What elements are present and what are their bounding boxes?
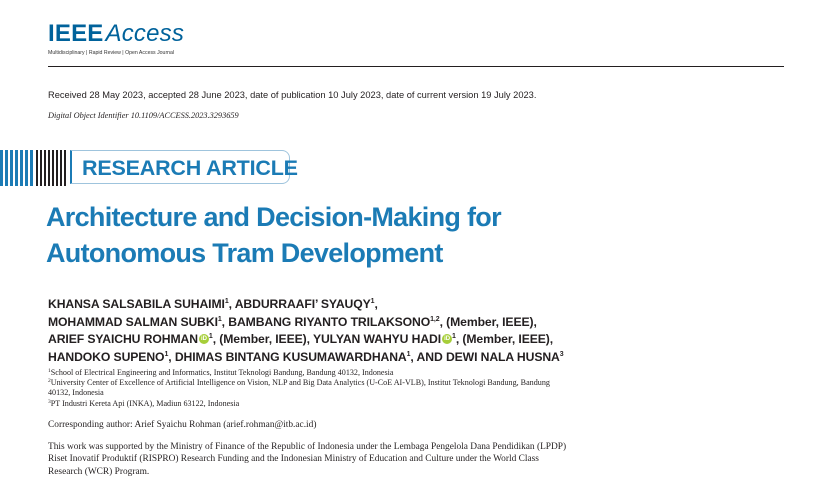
affiliation-text: PT Industri Kereta Api (INKA), Madiun 63122, Indonesia <box>50 398 240 408</box>
author-affiliation-mark: 1,2 <box>430 315 440 323</box>
author-name: YULYAN WAHYU HADI <box>312 332 442 347</box>
corresponding-author: Corresponding author: Arief Syaichu Rohman (arief.rohman@itb.ac.id) <box>48 420 317 430</box>
author-name: DEWI NALA HUSNA <box>445 349 560 364</box>
author-name: KHANSA SALSABILA SUHAIMI <box>48 297 225 311</box>
publication-dates: Received 28 May 2023, accepted 28 June 2023, date of publication 10 July 2023, date of current version 19 July 2023. <box>48 90 537 100</box>
banner-label: RESEARCH ARTICLE <box>82 156 298 180</box>
author-affiliation-mark: 1 <box>224 298 229 305</box>
orcid-icon[interactable]: iD <box>199 334 209 344</box>
title-line-1: Architecture and Decision-Making for <box>46 202 501 232</box>
author-line-1 <box>48 296 688 314</box>
author-affiliation-mark: 1 <box>208 333 213 341</box>
logo-ieee-text: IEEE <box>48 20 104 47</box>
author-name: ARIEF SYAICHU ROHMAN <box>48 332 198 347</box>
author-affiliation-mark: 3 <box>559 350 564 358</box>
funding-statement <box>48 441 688 478</box>
funding-line-3: Research (WCR) Program. <box>48 466 150 477</box>
author-affiliation-mark: 1 <box>164 350 169 358</box>
author-affiliation-mark: 1 <box>370 298 375 305</box>
affiliation-text: University Center of Excellence of Artificial Intelligence on Vision, NLP and Big Data Analytics (U-CoE AI-VLB), Institut Teknologi Bandung, Bandung <box>50 378 550 388</box>
author-line-2 <box>48 314 688 332</box>
paper-title <box>46 199 501 271</box>
logo-tagline: Multidisciplinary | Rapid Review | Open Access Journal <box>48 50 175 56</box>
affiliation-1 <box>48 368 668 378</box>
affiliation-number: 2 <box>48 378 51 385</box>
author-name: DHIMAS BINTANG KUSUMAWARDHANA <box>174 349 407 364</box>
author-name: BAMBANG RIYANTO TRILAKSONO <box>228 314 431 329</box>
author-affiliation-mark: 1 <box>406 350 411 358</box>
affiliation-3 <box>48 399 668 409</box>
author-line-3 <box>48 331 688 349</box>
author-affiliation-mark: 1 <box>217 315 222 323</box>
funding-line-2: Riset Inovatif Produktif (RISPRO) Research Funding and the Indonesian Ministry of Education and Culture under the World Class <box>48 454 539 465</box>
logo-access-text: Access <box>105 20 185 47</box>
author-separator: , <box>168 349 175 364</box>
author-membership: , (Member, IEEE), <box>455 332 554 347</box>
author-separator: , AND <box>410 349 446 364</box>
title-line-2: Autonomous Tram Development <box>46 238 443 268</box>
research-article-banner <box>0 150 298 186</box>
author-membership: , (Member, IEEE), <box>439 314 537 329</box>
affiliation-2-continued: 40132, Indonesia <box>48 388 104 398</box>
funding-line-1: This work was supported by the Ministry of Finance of the Republic of Indonesia under the Lembaga Pengelola Dana Pendidikan (LPDP) <box>48 442 567 452</box>
header-divider <box>48 66 784 67</box>
author-list <box>48 296 688 366</box>
banner-stripes <box>0 150 70 186</box>
affiliation-number: 1 <box>48 368 51 374</box>
logo-wordmark <box>48 22 184 46</box>
author-separator: , <box>221 314 229 329</box>
affiliation-2 <box>48 378 668 388</box>
author-affiliation-mark: 1 <box>452 333 456 341</box>
ieee-access-logo <box>48 22 184 62</box>
author-name: MOHAMMAD SALMAN SUBKI <box>48 314 218 329</box>
orcid-icon[interactable]: iD <box>442 334 452 344</box>
author-separator: , <box>374 297 378 311</box>
affiliation-text: School of Electrical Engineering and Informatics, Institut Teknologi Bandung, Bandung 40132, Indonesia <box>50 368 394 377</box>
doi-line: Digital Object Identifier 10.1109/ACCESS.2023.3293659 <box>48 111 239 120</box>
affiliation-number: 3 <box>48 398 51 405</box>
author-name: ABDURRAAFI’ SYAUQY <box>234 297 371 311</box>
author-membership: , (Member, IEEE), <box>212 332 313 347</box>
affiliations <box>48 368 668 409</box>
author-name: HANDOKO SUPENO <box>48 349 165 364</box>
author-separator: , <box>228 297 235 311</box>
author-line-4 <box>48 349 688 367</box>
